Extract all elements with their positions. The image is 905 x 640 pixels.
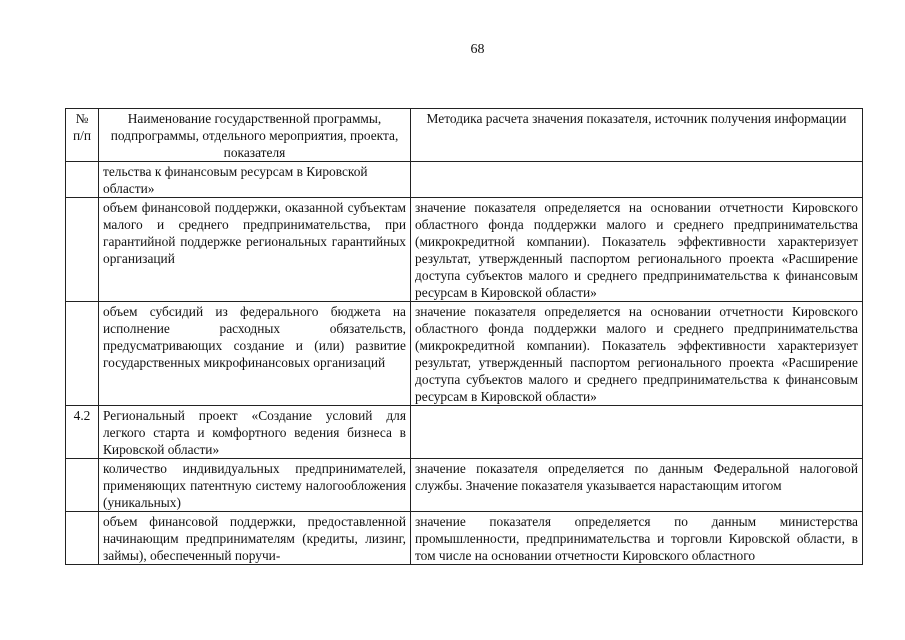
row-name: тельства к финансовым ресурсам в Кировской области» <box>99 162 411 198</box>
table-header-row <box>66 109 863 162</box>
row-method: значение показателя определяется по данным министерства промышленности, предпринимательства и торговли Кировской области, в том числе на основании отчетности Кировского областного <box>411 512 863 565</box>
row-number <box>66 162 99 198</box>
table-row <box>66 162 863 198</box>
row-method: значение показателя определяется по данным Федеральной налоговой службы. Значение показателя указывается нарастающим итогом <box>411 459 863 512</box>
table-row <box>66 512 863 565</box>
table-row <box>66 406 863 459</box>
table-row <box>66 302 863 406</box>
row-method <box>411 162 863 198</box>
table-row <box>66 198 863 302</box>
page-number: 68 <box>470 42 485 57</box>
row-method: значение показателя определяется на основании отчетности Кировского областного фонда поддержки малого и среднего предпринимательства (микрокредитной компании). Показатель эффективности характеризует результат, утвержденный паспортом регионального проекта «Расширение доступа субъектов малого и среднего предпринимательства к финансовым ресурсам в Кировской области» <box>411 198 863 302</box>
row-number <box>66 459 99 512</box>
row-name: Региональный проект «Создание условий для легкого старта и комфортного ведения бизнеса в Кировской области» <box>99 406 411 459</box>
row-number <box>66 512 99 565</box>
row-method: значение показателя определяется на основании отчетности Кировского областного фонда поддержки малого и среднего предпринимательства (микрокредитной компании). Показатель эффективности характеризует результат, утвержденный паспортом регионального проекта «Расширение доступа субъектов малого и среднего предпринимательства к финансовым ресурсам в Кировской области» <box>411 302 863 406</box>
row-number: 4.2 <box>66 406 99 459</box>
header-method: Методика расчета значения показателя, источник получения информации <box>411 109 863 162</box>
header-number: № п/п <box>66 109 99 162</box>
row-number <box>66 302 99 406</box>
indicator-table <box>65 108 863 565</box>
row-number <box>66 198 99 302</box>
row-name: количество индивидуальных предпринимателей, применяющих патентную систему налогообложения (уникальных) <box>99 459 411 512</box>
row-name: объем субсидий из федерального бюджета на исполнение расходных обязательств, предусматривающих создание и (или) развитие государственных микрофинансовых организаций <box>99 302 411 406</box>
row-method <box>411 406 863 459</box>
header-name: Наименование государственной программы, подпрограммы, отдельного мероприятия, проекта, показателя <box>99 109 411 162</box>
table-row <box>66 459 863 512</box>
row-name: объем финансовой поддержки, предоставленной начинающим предпринимателям (кредиты, лизинг, займы), обеспеченный поручи- <box>99 512 411 565</box>
row-name: объем финансовой поддержки, оказанной субъектам малого и среднего предпринимательства, при гарантийной поддержке региональных гарантийных организаций <box>99 198 411 302</box>
